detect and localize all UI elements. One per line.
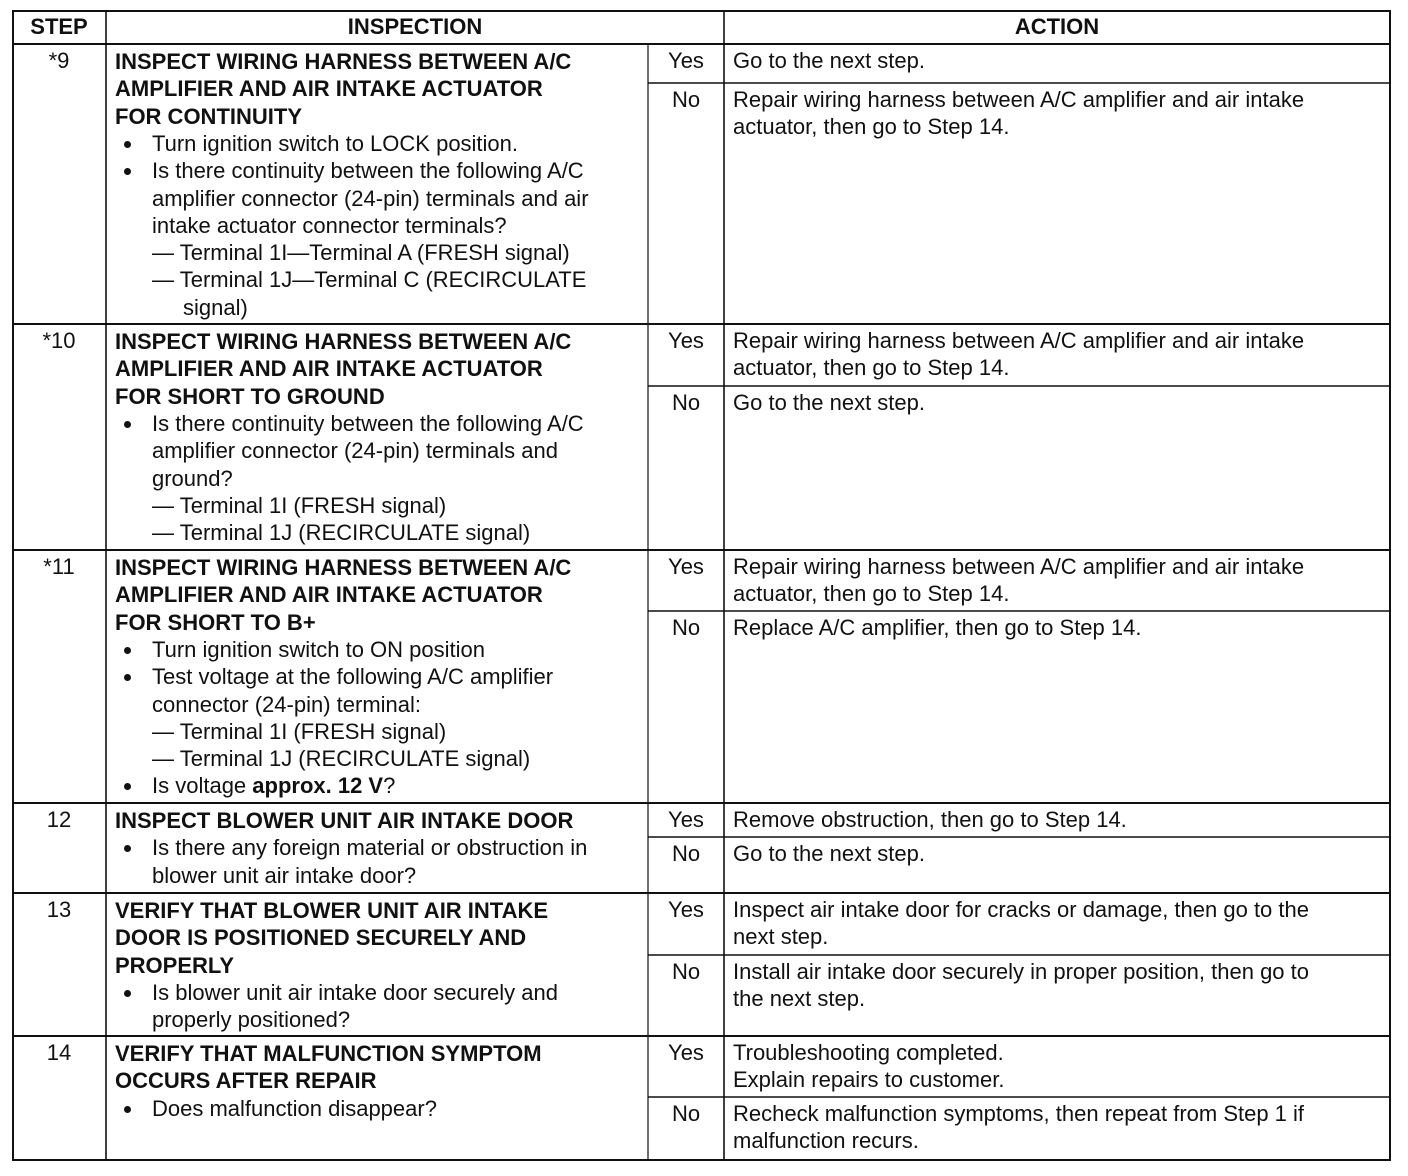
yes-action-text: actuator, then go to Step 14. <box>733 355 1010 381</box>
inspection-bullet-text: Is there any foreign material or obstruction in <box>152 835 588 861</box>
terminal-sub-item: — Terminal 1I—Terminal A (FRESH signal) <box>152 240 570 266</box>
inspection-bullet-text: intake actuator connector terminals? <box>152 212 507 238</box>
inspection-bullet-text: connector (24-pin) terminal: <box>152 691 422 717</box>
yes-action-text: Inspect air intake door for cracks or damage, then go to the <box>733 897 1309 922</box>
inspection-bullet-text: properly positioned? <box>152 1007 351 1033</box>
inspection-title: DOOR IS POSITIONED SECURELY AND <box>115 925 527 951</box>
step-number: *10 <box>42 328 76 353</box>
inspection-title: FOR SHORT TO B+ <box>115 609 316 635</box>
no-action-text: Repair wiring harness between A/C amplifier and air intake <box>733 87 1305 112</box>
voltage-text-pre: Is voltage <box>152 773 253 799</box>
no-label: No <box>671 615 701 640</box>
terminal-sub-item: signal) <box>183 294 248 320</box>
inspection-title: AMPLIFIER AND AIR INTAKE ACTUATOR <box>115 356 543 382</box>
voltage-text-post: ? <box>383 773 396 799</box>
inspection-bullet-text: ground? <box>152 465 233 491</box>
no-action-text: Install air intake door securely in proper position, then go to <box>733 959 1309 984</box>
yes-action-text: Repair wiring harness between A/C amplifier and air intake <box>733 554 1305 579</box>
yes-label: Yes <box>668 1040 704 1065</box>
header-inspection: INSPECTION <box>347 14 483 39</box>
yes-action-text: next step. <box>733 924 829 950</box>
terminal-sub-item: — Terminal 1I (FRESH signal) <box>152 492 447 518</box>
step-number: 13 <box>46 897 72 922</box>
bullet-icon <box>124 990 131 997</box>
inspection-bullet-text: amplifier connector (24-pin) terminals and air <box>152 185 589 211</box>
terminal-sub-item: — Terminal 1J (RECIRCULATE signal) <box>152 520 531 546</box>
header-step: STEP <box>30 14 88 39</box>
no-label: No <box>671 87 701 112</box>
step-number: *9 <box>48 48 70 73</box>
yes-action-text: Troubleshooting completed. <box>733 1040 1004 1065</box>
step-number: *11 <box>43 554 75 579</box>
inspection-title: PROPERLY <box>115 952 235 978</box>
yes-label: Yes <box>668 554 704 579</box>
yes-label: Yes <box>668 48 704 73</box>
no-action-text: Replace A/C amplifier, then go to Step 14. <box>733 615 1142 640</box>
yes-action-text: Go to the next step. <box>733 48 926 73</box>
yes-label: Yes <box>668 807 704 832</box>
step-number: 12 <box>46 807 72 832</box>
no-label: No <box>671 959 701 984</box>
voltage-text-bold: approx. 12 V <box>252 773 384 799</box>
bullet-icon <box>124 421 131 428</box>
no-action-text: Go to the next step. <box>733 841 926 866</box>
no-label: No <box>671 390 701 415</box>
step-number: 14 <box>46 1040 72 1065</box>
terminal-sub-item: — Terminal 1I (FRESH signal) <box>152 718 447 744</box>
header-action: ACTION <box>1014 14 1100 39</box>
yes-action-text: Repair wiring harness between A/C amplifier and air intake <box>733 328 1305 353</box>
bullet-icon <box>124 647 131 654</box>
bullet-icon <box>124 141 131 148</box>
terminal-sub-item: — Terminal 1J—Terminal C (RECIRCULATE <box>152 267 587 293</box>
no-action-text: Go to the next step. <box>733 390 926 415</box>
inspection-title: AMPLIFIER AND AIR INTAKE ACTUATOR <box>115 76 543 102</box>
inspection-title: FOR CONTINUITY <box>115 103 302 129</box>
inspection-bullet-text: Does malfunction disappear? <box>152 1095 437 1121</box>
no-label: No <box>671 1101 701 1126</box>
no-action-text: the next step. <box>733 986 866 1012</box>
inspection-bullet-text: amplifier connector (24-pin) terminals and <box>152 438 558 464</box>
inspection-title: VERIFY THAT MALFUNCTION SYMPTOM <box>115 1041 542 1066</box>
inspection-title: AMPLIFIER AND AIR INTAKE ACTUATOR <box>115 582 543 608</box>
inspection-title: VERIFY THAT BLOWER UNIT AIR INTAKE <box>115 898 549 923</box>
no-action-text: actuator, then go to Step 14. <box>733 114 1010 140</box>
bullet-icon <box>124 1106 131 1113</box>
no-label: No <box>671 841 701 866</box>
yes-action-text: actuator, then go to Step 14. <box>733 581 1010 607</box>
inspection-bullet-text: Turn ignition switch to ON position <box>152 636 485 662</box>
yes-action-text: Explain repairs to customer. <box>733 1067 1005 1093</box>
inspection-bullet-text: Is there continuity between the following A/C <box>152 158 584 184</box>
yes-action-text: Remove obstruction, then go to Step 14. <box>733 807 1127 832</box>
inspection-title: INSPECT WIRING HARNESS BETWEEN A/C <box>115 555 572 580</box>
yes-label: Yes <box>668 897 704 922</box>
terminal-sub-item: — Terminal 1J (RECIRCULATE signal) <box>152 746 531 772</box>
inspection-bullet-text: Is there continuity between the following A/C <box>152 410 584 436</box>
inspection-title: FOR SHORT TO GROUND <box>115 383 385 409</box>
inspection-title: INSPECT BLOWER UNIT AIR INTAKE DOOR <box>115 808 574 833</box>
inspection-bullet-text <box>152 772 395 799</box>
inspection-title: INSPECT WIRING HARNESS BETWEEN A/C <box>115 49 572 74</box>
inspection-title: OCCURS AFTER REPAIR <box>115 1068 377 1094</box>
inspection-bullet-text: Test voltage at the following A/C amplifier <box>152 664 554 690</box>
inspection-title: INSPECT WIRING HARNESS BETWEEN A/C <box>115 329 572 354</box>
no-action-text: Recheck malfunction symptoms, then repeat from Step 1 if <box>733 1101 1305 1126</box>
inspection-bullet-text: Is blower unit air intake door securely and <box>152 979 558 1005</box>
inspection-bullet-text: Turn ignition switch to LOCK position. <box>152 130 519 156</box>
troubleshooting-table <box>12 10 1392 1162</box>
inspection-bullet-text: blower unit air intake door? <box>152 862 417 888</box>
yes-label: Yes <box>668 328 704 353</box>
no-action-text: malfunction recurs. <box>733 1128 919 1154</box>
